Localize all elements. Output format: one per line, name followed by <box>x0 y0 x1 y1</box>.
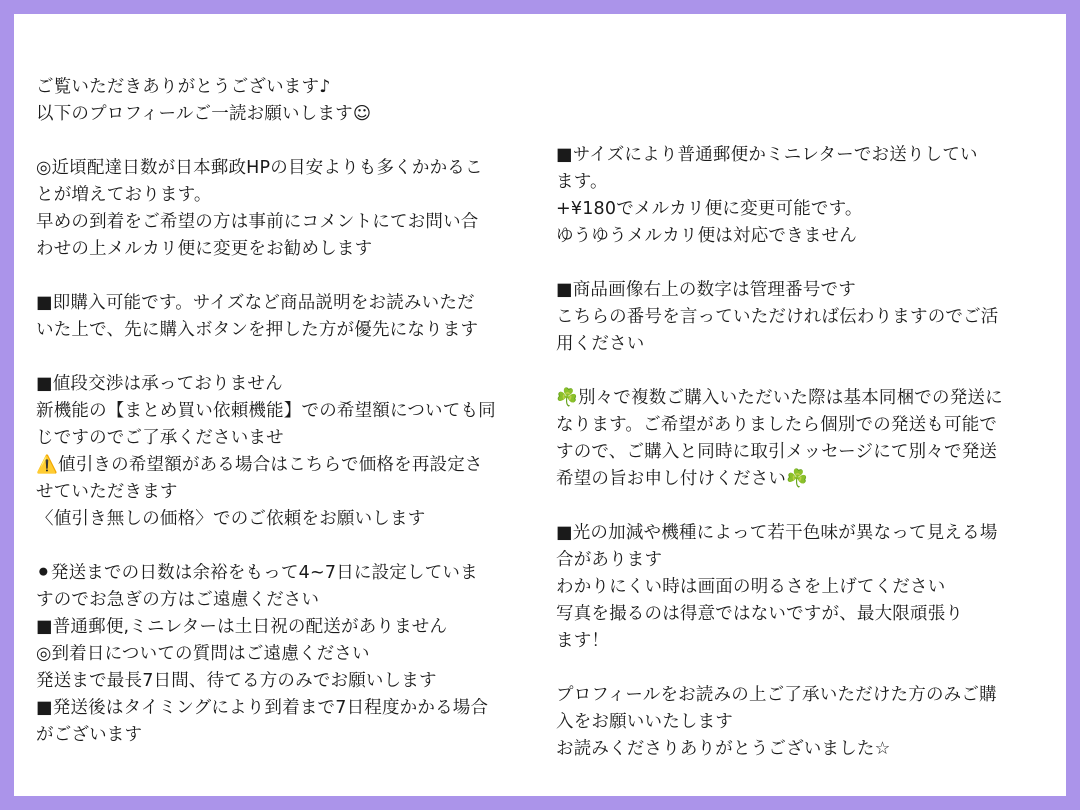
text-line: ■サイズにより普通郵便かミニレターでお送りしてい <box>556 145 978 165</box>
text-line: わかりにくい時は画面の明るさを上げてください <box>556 577 946 597</box>
spacer <box>556 655 1056 682</box>
spacer <box>556 250 1056 277</box>
text-line: わせの上メルカリ便に変更をお勧めします <box>36 239 373 259</box>
text-line: ご覧いただきありがとうございます♪ <box>36 77 331 97</box>
text-line: 用ください <box>556 334 645 354</box>
text-line: いた上で、先に購入ボタンを押した方が優先になります <box>36 320 479 340</box>
text-line: なります。ご希望がありましたら個別での発送も可能で <box>556 415 998 435</box>
text-line: ■発送後はタイミングにより到着まで7日程度かかる場合 <box>36 698 489 718</box>
text-line: せていただきます <box>36 482 178 502</box>
text-line: すので、ご購入と同時に取引メッセージにて別々で発送 <box>556 442 998 462</box>
spacer <box>36 344 551 371</box>
spacer <box>36 533 551 560</box>
text-line: ◎到着日についての質問はご遠慮ください <box>36 644 370 664</box>
text-line: じですのでご了承くださいませ <box>36 428 284 448</box>
left-text-column <box>36 74 551 749</box>
text-line: ⚠️値引きの希望額がある場合はこちらで価格を再設定さ <box>36 455 483 475</box>
text-line: お読みくださりありがとうございました☆ <box>556 739 891 759</box>
text-line: とが増えております。 <box>36 185 212 205</box>
spacer <box>556 493 1056 520</box>
text-line: ■即購入可能です。サイズなど商品説明をお読みいただ <box>36 293 475 313</box>
text-line: 発送まで最長7日間、待てる方のみでお願いします <box>36 671 437 691</box>
text-line: 合があります <box>556 550 663 570</box>
text-line: 入をお願いいたします <box>556 712 733 732</box>
profile-card <box>14 14 1066 796</box>
text-line: プロフィールをお読みの上ご了承いただけた方のみご購 <box>556 685 997 705</box>
text-line: 希望の旨お申し付けください☘️ <box>556 469 809 489</box>
text-line: ⚫発送までの日数は余裕をもって4~7日に設定していま <box>36 563 478 583</box>
text-line: ■商品画像右上の数字は管理番号です <box>556 280 856 300</box>
text-line: ■光の加減や機種によって若干色味が異なって見える場 <box>556 523 998 543</box>
spacer <box>36 263 551 290</box>
text-line: 〈値引き無しの価格〉でのご依頼をお願いします <box>36 509 426 529</box>
text-line: 写真を撮るのは得意ではないですが、最大限頑張り <box>556 604 964 624</box>
text-line: ■普通郵便,ミニレターは土日祝の配送がありません <box>36 617 448 637</box>
spacer <box>556 358 1056 385</box>
text-line: 以下のプロフィールご一読お願いします☺ <box>36 104 372 124</box>
text-line: ◎近頃配達日数が日本郵政HPの目安よりも多くかかるこ <box>36 158 483 178</box>
text-line: ゆうゆうメルカリ便は対応できません <box>556 226 857 246</box>
text-line: ます。 <box>556 172 608 192</box>
text-line: 新機能の【まとめ買い依頼機能】での希望額についても同 <box>36 401 496 421</box>
text-line: がございます <box>36 725 143 745</box>
text-line: すのでお急ぎの方はご遠慮ください <box>36 590 320 610</box>
spacer <box>36 128 551 155</box>
right-text-column <box>556 142 1056 763</box>
text-line: ■値段交渉は承っておりません <box>36 374 283 394</box>
text-line: こちらの番号を言っていただければ伝わりますのでご活 <box>556 307 999 327</box>
text-line: 早めの到着をご希望の方は事前にコメントにてお問い合 <box>36 212 479 232</box>
text-line: ます！ <box>556 631 610 651</box>
text-line: +¥180でメルカリ便に変更可能です。 <box>556 199 863 219</box>
text-line: ☘️別々で複数ご購入いただいた際は基本同梱での発送に <box>556 388 1003 408</box>
